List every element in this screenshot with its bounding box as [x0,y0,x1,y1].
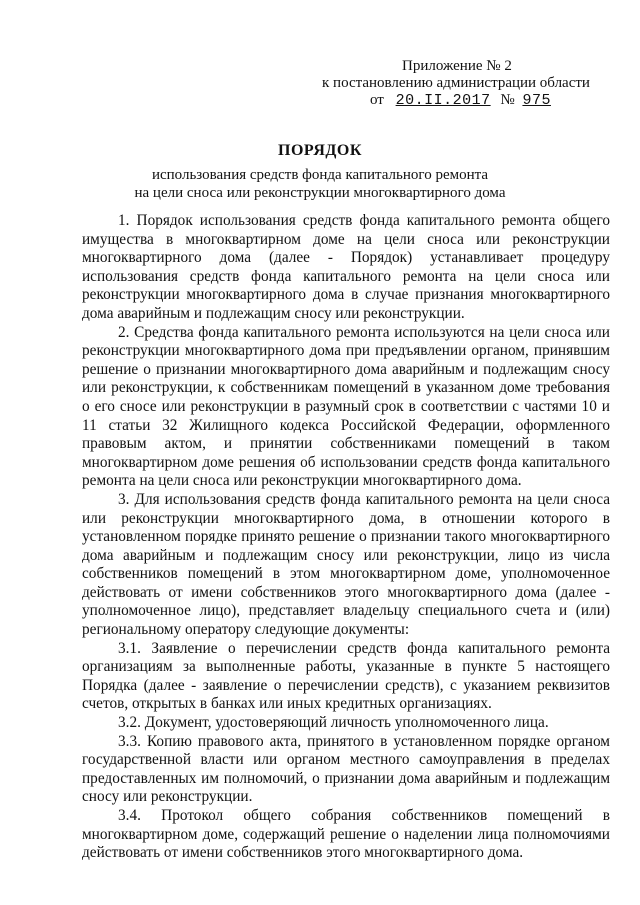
paragraph-3-3: 3.3. Копию правового акта, принятого в установленном порядке органом государственной власти или органом местного самоуправления в пределах предоставленных им полномочий, о признании дома аварийным и подлежащим сносу или реконструкции. [82,732,610,806]
date-prefix: от [370,92,384,108]
document-title: ПОРЯДОК [278,142,362,159]
document-subtitle-line-2: на цели сноса или реконструкции многоквартирного дома [134,185,506,201]
paragraph-1: 1. Порядок использования средств фонда капитального ремонта общего имущества в многоквартирном доме на цели сноса или реконструкции многоквартирного дома (далее - Порядок) устанавливает процедуру использования средств фонда капитального ремонта на цели сноса или реконструкции многоквартирного дома в случае признания многоквартирного дома аварийным и подлежащим сносу или реконструкции. [82,212,610,322]
annex-title: Приложение № 2 [402,58,512,74]
annex-decree: к постановлению администрации области [322,75,590,91]
annex-block [322,58,622,109]
document-heading [0,142,640,202]
paragraph-2: 2. Средства фонда капитального ремонта используются на цели сноса или реконструкции многоквартирного дома при предъявлении органом, принявшим решение о признании многоквартирного дома аварийным и подлежащим сносу или реконструкции, к собственникам помещений в указанном доме требования о его сносе или реконструкции в разумный срок в соответствии с частями 10 и 11 статьи 32 Жилищного кодекса Российской Федерации, оформленного правовым актом, и принятии собственниками помещений в таком многоквартирном доме решения об использовании средств фонда капитального ремонта на цели сноса или реконструкции многоквартирного дома. [82,323,610,490]
document-body [82,212,610,863]
paragraph-3-4: 3.4. Протокол общего собрания собственников помещений в многоквартирном доме, содержащий решение о наделении лица полномочиями действовать от имени собственников этого многоквартирного дома. [82,807,610,862]
annex-date-line [322,92,622,109]
document-subtitle-line-1: использования средств фонда капитального ремонта [151,167,489,183]
number-prefix: № [500,92,515,108]
paragraph-3-2: 3.2. Документ, удостоверяющий личность уполномоченного лица. [118,714,549,732]
paragraph-3: 3. Для использования средств фонда капитального ремонта на цели сноса или реконструкции многоквартирного дома, в отношении которого в установленном порядке принято решение о признании такого многоквартирного дома аварийным и подлежащим сносу или реконструкции, лицо из числа собственников помещений в этом многоквартирном доме, уполномоченное действовать от имени собственников этого многоквартирного дома (далее - уполномоченное лицо), представляет владельцу специального счета и (или) региональному оператору следующие документы: [82,490,610,639]
decree-date: 20.II.2017 [395,92,491,109]
decree-number: 975 [522,92,551,109]
paragraph-3-1: 3.1. Заявление о перечислении средств фонда капитального ремонта организациям за выполненные работы, указанные в пункте 5 настоящего Порядка (далее - заявление о перечислении средств), с указанием реквизитов счетов, открытых в банках или иных кредитных организациях. [82,639,610,713]
